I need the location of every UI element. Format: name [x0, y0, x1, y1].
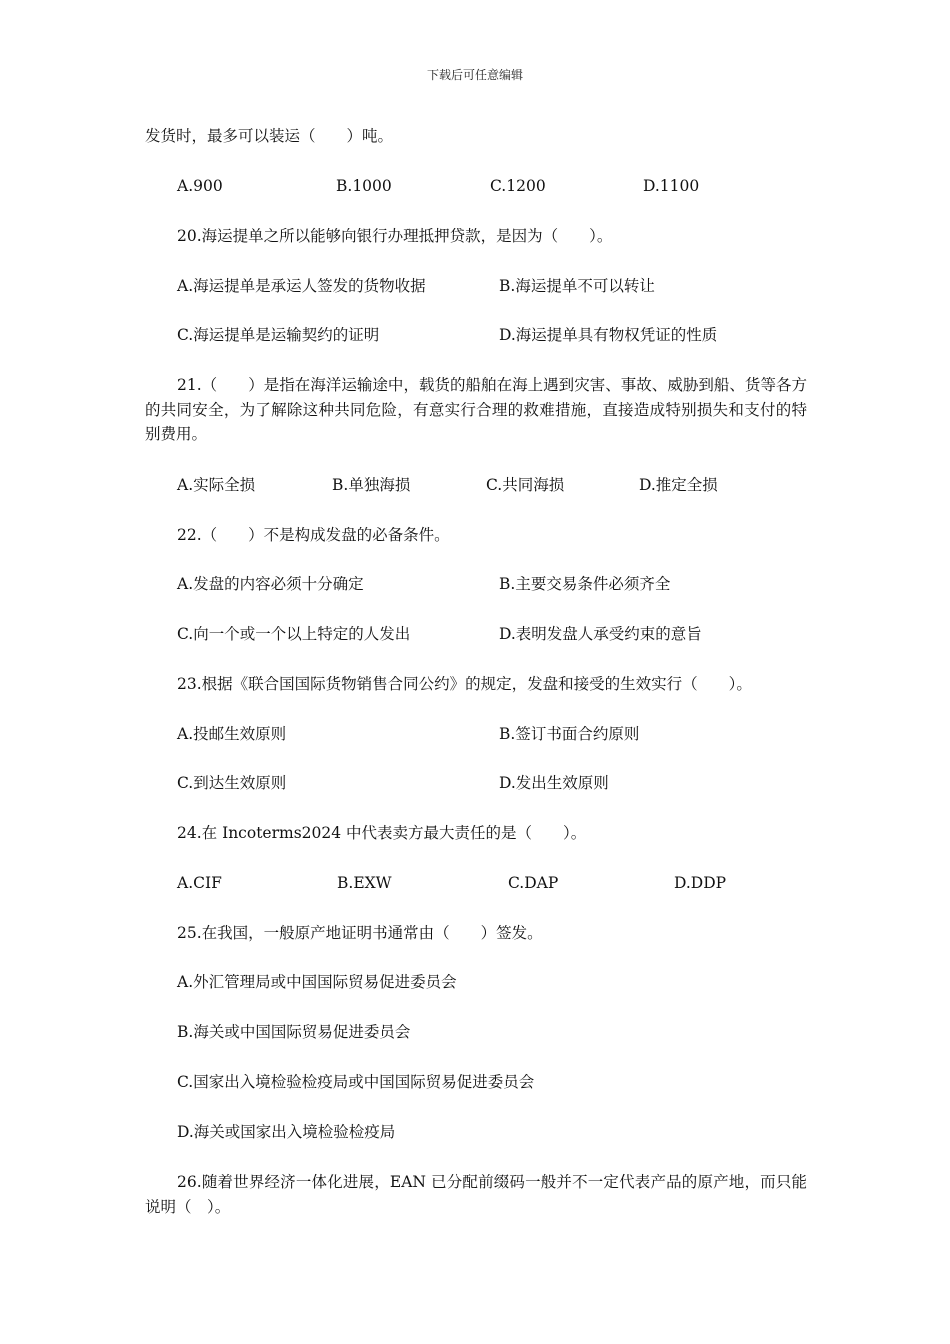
- q23-option-a: A.投邮生效原则: [177, 725, 287, 743]
- q23-option-d: D.发出生效原则: [499, 774, 609, 792]
- q24-option-a: A.CIF: [177, 874, 222, 892]
- q20-option-b: B.海运提单不可以转让: [499, 277, 655, 295]
- q23-option-c: C.到达生效原则: [177, 774, 287, 792]
- q20-option-d: D.海运提单具有物权凭证的性质: [499, 326, 718, 344]
- q23-option-b: B.签订书面合约原则: [499, 725, 640, 743]
- q22-option-c: C.向一个或一个以上特定的人发出: [177, 625, 411, 643]
- q20-option-a: A.海运提单是承运人签发的货物收据: [177, 277, 426, 295]
- q22-stem: 22.（ ）不是构成发盘的必备条件。: [177, 526, 450, 544]
- q24-option-d: D.DDP: [674, 874, 727, 892]
- q25-option-d: D.海关或国家出入境检验检疫局: [177, 1123, 396, 1141]
- q22-option-b: B.主要交易条件必须齐全: [499, 575, 671, 593]
- q19-stem-tail: 发货时，最多可以装运（ ）吨。: [145, 127, 394, 145]
- q20-option-c: C.海运提单是运输契约的证明: [177, 326, 380, 344]
- q25-option-b: B.海关或中国国际贸易促进委员会: [177, 1023, 411, 1041]
- page-header: 下载后可任意编辑: [426, 68, 523, 82]
- q25-option-a: A.外汇管理局或中国国际贸易促进委员会: [177, 973, 457, 991]
- q24-option-c: C.DAP: [508, 874, 559, 892]
- q21-option-b: B.单独海损: [332, 476, 411, 494]
- q19-option-b: B.1000: [336, 177, 392, 195]
- q26-stem: 26.随着世界经济一体化进展，EAN 已分配前缀码一般并不一定代表产品的原产地，而只能说明（ ）。: [145, 1173, 807, 1216]
- q25-stem: 25.在我国，一般原产地证明书通常由（ ）签发。: [177, 924, 543, 942]
- q23-stem: 23.根据《联合国国际货物销售合同公约》的规定，发盘和接受的生效实行（ ）。: [177, 675, 752, 693]
- q21-option-a: A.实际全损: [177, 476, 256, 494]
- q24-stem: 24.在 Incoterms2024 中代表卖方最大责任的是（ ）。: [177, 824, 587, 842]
- q21-option-c: C.共同海损: [486, 476, 565, 494]
- q21-option-d: D.推定全损: [639, 476, 718, 494]
- q19-option-a: A.900: [177, 177, 223, 195]
- q19-option-d: D.1100: [643, 177, 700, 195]
- q19-option-c: C.1200: [490, 177, 546, 195]
- q22-option-d: D.表明发盘人承受约束的意旨: [499, 625, 702, 643]
- q20-stem: 20.海运提单之所以能够向银行办理抵押贷款，是因为（ ）。: [177, 227, 613, 245]
- q24-option-b: B.EXW: [337, 874, 392, 892]
- q25-option-c: C.国家出入境检验检疫局或中国国际贸易促进委员会: [177, 1073, 535, 1091]
- q22-option-a: A.发盘的内容必须十分确定: [177, 575, 364, 593]
- q21-stem: 21.（ ）是指在海洋运输途中，载货的船舶在海上遇到灾害、事故、威胁到船、货等各方的共同安全，为了解除这种共同危险，有意实行合理的救难措施，直接造成特别损失和支付的特别费用。: [145, 376, 807, 443]
